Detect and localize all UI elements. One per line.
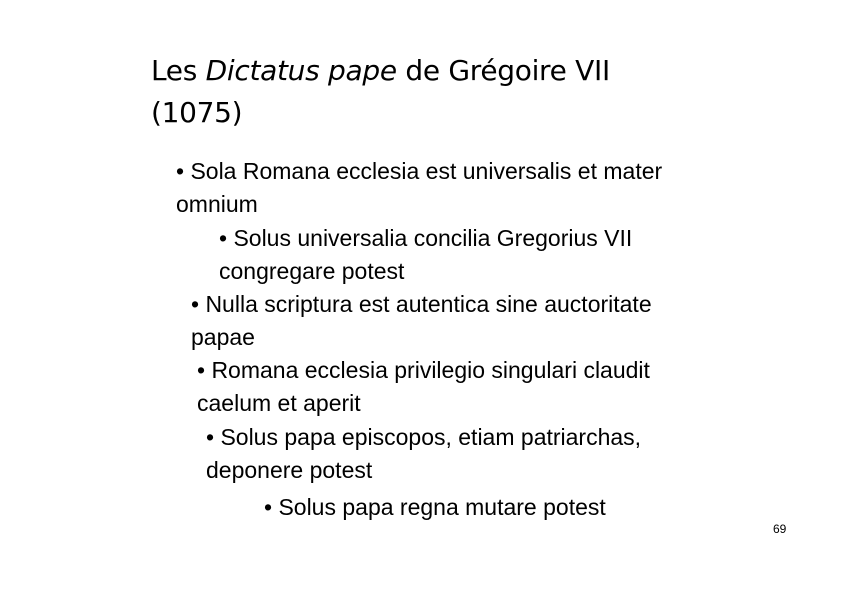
page-number: 69: [773, 522, 787, 536]
title-prefix: Les: [151, 54, 206, 87]
title-line-2: (1075): [151, 96, 243, 129]
bullet-line: • Sola Romana ecclesia est universalis et mater: [176, 158, 663, 184]
bullet-line: deponere potest: [206, 457, 373, 483]
bullet-line: • Nulla scriptura est autentica sine auctoritate: [191, 291, 652, 317]
bullet-item: [176, 155, 662, 221]
bullet-line: • Solus papa regna mutare potest: [264, 494, 606, 520]
bullet-line: • Solus universalia concilia Gregorius VII: [219, 225, 633, 251]
bullet-item: [264, 491, 606, 524]
bullet-line: • Solus papa episcopos, etiam patriarchas,: [206, 424, 642, 450]
title-italic: Dictatus pape: [205, 54, 397, 87]
bullet-line: • Romana ecclesia privilegio singulari claudit: [197, 357, 650, 383]
bullet-line: omnium: [176, 191, 258, 217]
bullet-item: [219, 222, 632, 288]
bullet-line: caelum et aperit: [197, 390, 361, 416]
title-line-1: [151, 50, 751, 92]
bullet-item: [206, 421, 641, 487]
bullet-item: [197, 354, 650, 420]
slide-title: [151, 50, 751, 134]
bullet-line: congregare potest: [219, 258, 405, 284]
bullet-item: [191, 288, 652, 354]
bullet-line: papae: [191, 324, 255, 350]
title-suffix: de Grégoire VII: [396, 54, 610, 87]
